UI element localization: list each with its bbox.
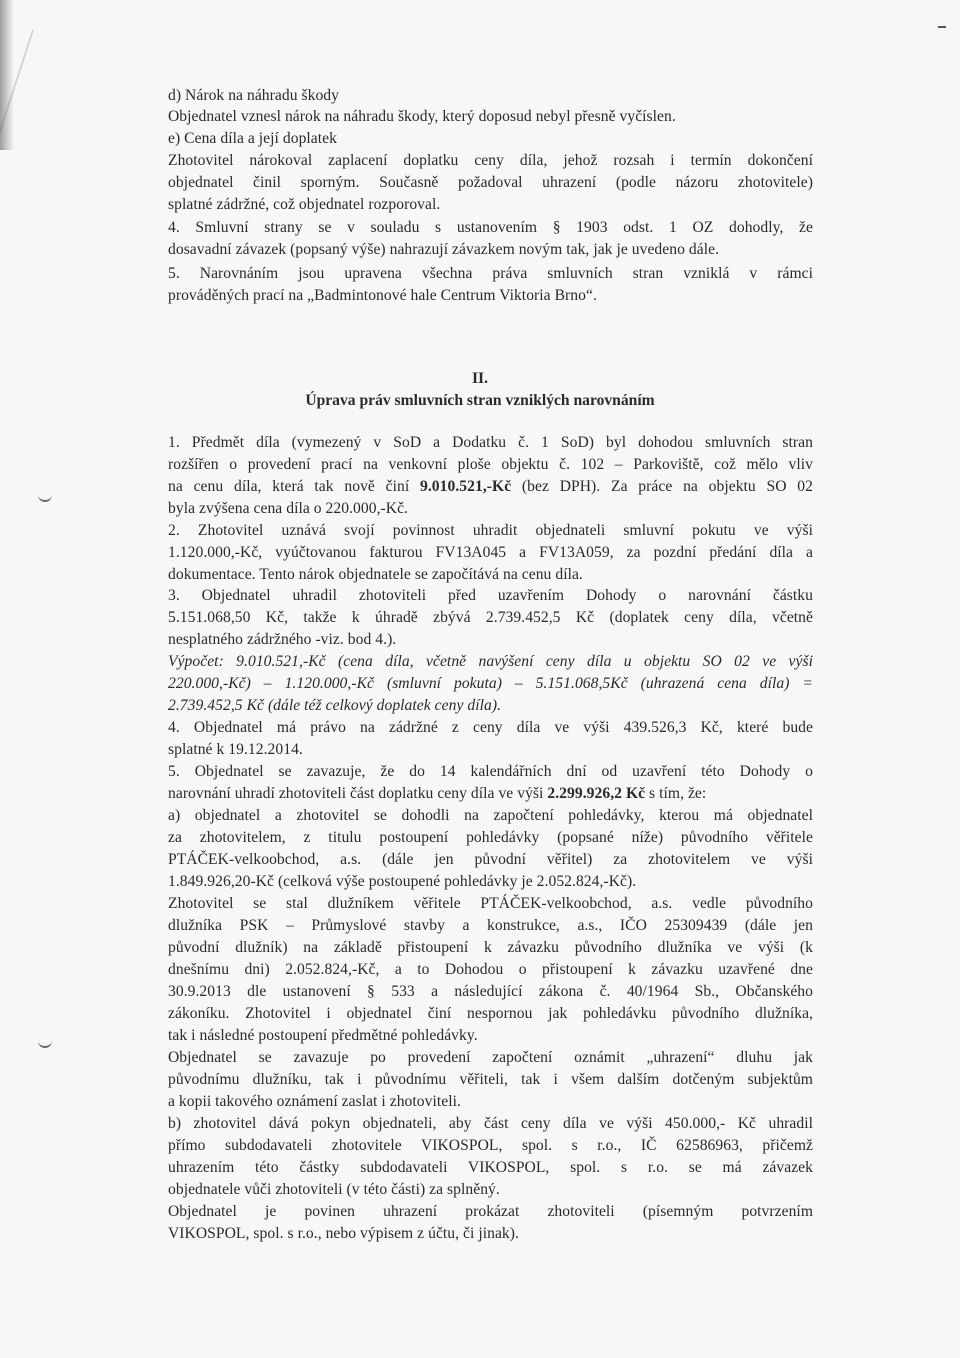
payment-amount: 2.299.926,2 Kč — [547, 785, 646, 802]
p5a-line: za zhotovitelem, z titulu postoupení pohledávky (popsané níže) původního věřitele — [168, 829, 813, 846]
p3-line: 3. Objednatel uhradil zhotoviteli před uzavřením Dohody o narovnání částku — [168, 587, 813, 604]
p5b-line: objednatele vůči zhotoviteli (v této části) za splněný. — [168, 1181, 500, 1198]
p5a-line: zákoníku. Zhotovitel i objednatel činí nespornou jak pohledávku původního dlužníka, — [168, 1005, 813, 1022]
p2-line: 2. Zhotovitel uznává svojí povinnost uhradit objednateli smluvní pokutu ve výši — [168, 522, 813, 539]
p5a-line: tak i následné postoupení předmětné pohledávky. — [168, 1027, 478, 1044]
p5a-line: Objednatel se zavazuje po provedení započtení oznámit „uhrazení“ dluhu jak — [168, 1049, 813, 1066]
section-e-line: objednatel činil sporným. Současně požadoval uhrazení (podle názoru zhotovitele) — [168, 174, 813, 191]
p1-line — [168, 477, 813, 497]
p3-line: nesplatného zádržného -viz. bod 4.). — [168, 631, 397, 648]
p3-line: 5.151.068,50 Kč, takže k úhradě zbývá 2.739.452,5 Kč (doplatek ceny díla, včetně — [168, 609, 813, 626]
p5-line: 5. Objednatel se zavazuje, že do 14 kalendářních dní od uzavření této Dohody o — [168, 763, 813, 780]
section-d-text: Objednatel vznesl nárok na náhradu škody, který doposud nebyl přesně vyčíslen. — [168, 108, 676, 125]
p1-text: (bez DPH). Za práce na objektu SO 02 — [511, 478, 814, 495]
calc-line: 220.000,-Kč) – 1.120.000,-Kč (smluvní pokuta) – 5.151.068,5Kč (uhrazená cena díla) = — [168, 675, 813, 692]
p2-line: 1.120.000,-Kč, vyúčtovanou fakturou FV13A045 a FV13A059, za pozdní předání díla a — [168, 544, 813, 561]
p5b-line: uhrazením této částky subdodavateli VIKOSPOL, spol. s r.o. se má závazek — [168, 1159, 813, 1176]
scan-edge-line — [0, 30, 124, 190]
total-price: 9.010.521,-Kč — [420, 478, 512, 495]
p5a-line: PTÁČEK-velkoobchod, a.s. (dále jen původní věřitel) za zhotovitelem ve výši — [168, 851, 813, 868]
p5b-line: Objednatel je povinen uhrazení prokázat zhotoviteli (písemným potvrzením — [168, 1203, 813, 1220]
p4-line: 4. Objednatel má právo na zádržné z ceny díla ve výši 439.526,3 Kč, které bude — [168, 719, 813, 736]
p5a-line: dlužníka PSK – Průmyslové stavby a konstrukce, a.s., IČO 25309439 (dále jen — [168, 917, 813, 934]
point-5-line: 5. Narovnáním jsou upravena všechna práva smluvních stran vzniklá v rámci — [168, 265, 813, 282]
p4-line: splatné k 19.12.2014. — [168, 741, 303, 758]
point-4-line: 4. Smluvní strany se v souladu s ustanovením § 1903 odst. 1 OZ dohodly, že — [168, 219, 813, 236]
p5b-line: VIKOSPOL, spol. s r.o., nebo výpisem z účtu, či jinak). — [168, 1225, 519, 1242]
section-e-line: splatné zádržné, což objednatel rozporoval. — [168, 196, 441, 213]
p5-text: narovnání uhradí zhotoviteli část doplatku ceny díla ve výši — [168, 785, 548, 802]
hole-punch-mark — [38, 494, 52, 502]
calc-line: 2.739.452,5 Kč (dále též celkový doplatek ceny díla). — [168, 697, 502, 714]
hole-punch-mark — [38, 1040, 52, 1048]
p5a-line: dnešnímu dni) 2.052.824,-Kč, a to Dohodou o přistoupení k závazku uzavřené dne — [168, 961, 813, 978]
p1-line: 1. Předmět díla (vymezený v SoD a Dodatku č. 1 SoD) byl dohodou smluvních stran — [168, 434, 813, 451]
section-e-heading: e) Cena díla a její doplatek — [168, 130, 337, 147]
section-e-line: Zhotovitel nárokoval zaplacení doplatku ceny díla, jehož rozsah i termín dokončení — [168, 152, 813, 169]
point-5-line: prováděných prací na „Badmintonové hale Centrum Viktoria Brno“. — [168, 287, 597, 304]
p1-text: na cenu díla, která tak nově činí — [168, 478, 420, 495]
p5-text: s tím, že: — [645, 785, 707, 802]
section-d-heading: d) Nárok na náhradu škody — [168, 87, 339, 104]
part-title: Úprava práv smluvních stran vzniklých narovnáním — [305, 392, 655, 409]
p5a-line: původní dlužník) na základě přistoupení k závazku původního dlužníka ve výši (k — [168, 939, 813, 956]
p1-line: rozšířen o provedení prací na venkovní ploše objektu č. 102 – Parkoviště, což mělo vliv — [168, 456, 813, 473]
p5b-line: b) zhotovitel dává pokyn objednateli, aby část ceny díla ve výši 450.000,- Kč uhradil — [168, 1115, 813, 1132]
p5a-line: a kopii takového oznámení zaslat i zhotoviteli. — [168, 1093, 461, 1110]
scan-corner-mark — [938, 26, 946, 28]
part-number: II. — [471, 370, 489, 387]
p5a-line: 30.9.2013 dle ustanovení § 533 a následující zákona č. 40/1964 Sb., Občanského — [168, 983, 813, 1000]
p2-line: dokumentace. Tento nárok objednatele se započítává na cenu díla. — [168, 566, 583, 583]
p1-line: byla zvýšena cena díla o 220.000,-Kč. — [168, 500, 409, 517]
p5a-line: a) objednatel a zhotovitel se dohodli na započtení pohledávky, kterou má objednatel — [168, 807, 813, 824]
p5a-line: původnímu dlužníku, tak i původnímu věřiteli, tak i všem dalším dotčeným subjektům — [168, 1071, 813, 1088]
p5b-line: přímo subdodavateli zhotovitele VIKOSPOL, spol. s r.o., IČ 62586963, přičemž — [168, 1137, 813, 1154]
p5a-line: 1.849.926,20-Kč (celková výše postoupené pohledávky je 2.052.824,-Kč). — [168, 873, 637, 890]
calc-line: Výpočet: 9.010.521,-Kč (cena díla, včetně navýšení ceny díla u objektu SO 02 ve výši — [168, 653, 813, 670]
p5a-line: Zhotovitel se stal dlužníkem věřitele PTÁČEK-velkoobchod, a.s. vedle původního — [168, 895, 813, 912]
point-4-line: dosavadní závazek (popsaný výše) nahrazují závazkem novým tak, jak je uvedeno dále. — [168, 241, 720, 258]
p5-line — [168, 784, 706, 804]
